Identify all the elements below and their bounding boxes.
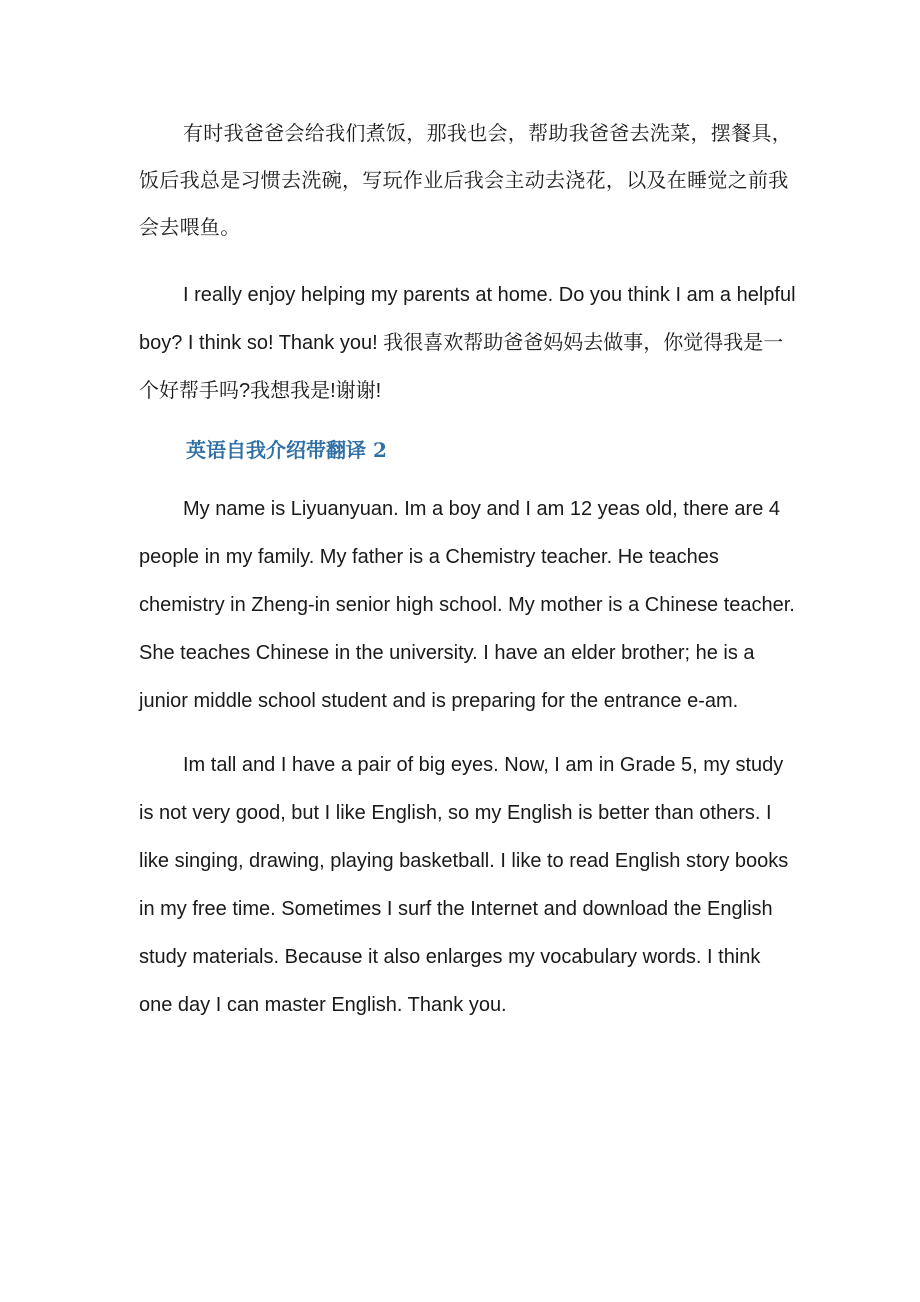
paragraph-family-intro: My name is Liyuanyuan. Im a boy and I am 12 yeas old, there are 4 people in my family. My father is a Chemistry teacher. He teaches chemistry in Zheng-in senior high school. My mother is a Chinese teacher. She teaches Chinese in the university. I have an elder brother; he is a junior middle school student and is preparing for the entrance e-am. bbox=[139, 498, 795, 712]
paragraph-hobbies: Im tall and I have a pair of big eyes. Now, I am in Grade 5, my study is not very good, but I like English, so my English is better than others. I like singing, drawing, playing basketball. I like to read English story books in my free time. Sometimes I surf the Internet and download the English study materials. Because it also enlarges my vocabulary words. I think one day I can master English. Thank you. bbox=[139, 754, 789, 1016]
paragraph-chores: 有时我爸爸会给我们煮饭，那我也会，帮助我爸爸去洗菜，摆餐具，饭后我总是习惯去洗碗，写玩作业后我会主动去浇花，以及在睡觉之前我会去喂鱼。 bbox=[139, 121, 792, 239]
document-body bbox=[139, 110, 799, 1029]
paragraph-helpful-boy: I really enjoy helping my parents at home. Do you think I am a helpful boy? I think so! Thank you! 我很喜欢帮助爸爸妈妈去做事，你觉得我是一个好帮手吗?我想我是!谢谢! bbox=[139, 284, 796, 402]
section-heading: 英语自我介绍带翻译 2 bbox=[186, 438, 387, 462]
